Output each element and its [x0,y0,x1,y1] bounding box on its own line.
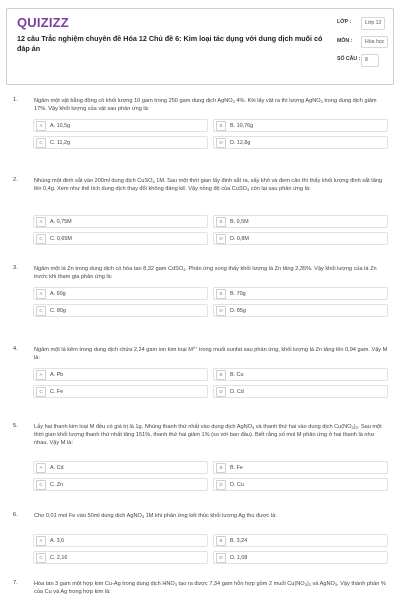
answer-option-a[interactable] [33,287,208,300]
question-number: 3. [13,265,18,271]
answer-option-d[interactable] [213,385,388,398]
worksheet-header [6,8,394,85]
option-text: C. 11,2g [50,139,70,146]
question-text: Nhúng một đinh sắt vào 200ml dung dịch CuSO$_4$ 1M. Sau một thời gian lấy đinh sắt ra, sấy khô và đem cân thì thấy khối lượng đinh sắt tăng lên 0,4g. Xem như thể tích dung dịch thay đổi không đáng kể. Vậy nồng độ của CuSO$_4$ còn lại sau phản ứng là: [34,178,383,192]
question-number: 5. [13,423,18,429]
count-label: SỐ CÂU : [337,56,361,62]
option-text: A. 10,5g [50,122,71,129]
option-text: D. 1,08 [230,554,248,561]
answer-option-b[interactable] [213,119,388,132]
answer-option-c[interactable] [33,551,208,564]
option-text: C. 80g [50,307,66,314]
option-text: A. Cd [50,464,64,471]
answer-option-b[interactable] [213,534,388,547]
answer-option-a[interactable] [33,368,208,381]
question-number: 2. [13,177,18,183]
answer-option-d[interactable] [213,304,388,317]
option-letter-badge: B [216,463,226,473]
option-letter-badge: C [36,480,46,490]
answer-option-c[interactable] [33,136,208,149]
option-letter-badge: B [216,217,226,227]
question-text: Ngâm một lá Zn trong dung dịch có hòa tan 8,32 gam CdSO$_4$. Phản ứng xong thấy khối lượng lá Zn tăng 2,35%. Vậy khối lượng của lá Zn trước khi tham gia phản ứng là: [34,266,377,280]
option-letter-badge: C [36,306,46,316]
question-number: 6. [13,512,18,518]
option-text: C. Fe [50,388,64,395]
option-letter-badge: C [36,553,46,563]
option-letter-badge: B [216,536,226,546]
option-letter-badge: B [216,121,226,131]
option-letter-badge: D [216,138,226,148]
option-text: A. 3,6 [50,537,65,544]
question-text: Hòa tan 3 gam một hợp kim Cu-Ag trong dung dịch $HNO_3$ tạo ra được 7,34 gam hỗn hợp gồm 2 muối $Cu(NO_3)_2$ và AgNO$_3$. Vậy thành phần % của Cu và Ag trong hợp kim là: [34,581,386,595]
answer-option-c[interactable] [33,478,208,491]
option-letter-badge: A [36,536,46,546]
option-text: B. 3,24 [230,537,248,544]
subject-value: Hóa học [361,36,388,49]
option-letter-badge: D [216,553,226,563]
answer-option-d[interactable] [213,478,388,491]
quizizz-logo: QUIZIZZ [17,15,69,30]
question-text: Cho 0,01 mol Fe vào 50ml dung dịch AgNO$_3$ 1M khi phản ứng kết thúc khối lượng Ag thu được là: [34,513,277,519]
option-letter-badge: A [36,463,46,473]
option-text: A. 0,75M [50,218,72,225]
option-text: B. Cu [230,371,244,378]
answer-option-a[interactable] [33,461,208,474]
option-text: D. 85g [230,307,246,314]
question-number: 7. [13,580,18,586]
count-value: 8 [361,54,379,67]
option-letter-badge: C [36,387,46,397]
option-letter-badge: D [216,234,226,244]
option-letter-badge: B [216,370,226,380]
answer-option-a[interactable] [33,534,208,547]
option-text: A. 60g [50,290,66,297]
answer-option-d[interactable] [213,232,388,245]
subject-label: MÔN : [337,37,353,44]
option-text: C. 2,16 [50,554,68,561]
answer-option-d[interactable] [213,551,388,564]
answer-option-c[interactable] [33,385,208,398]
option-letter-badge: D [216,480,226,490]
option-letter-badge: A [36,217,46,227]
option-text: C. 0,65M [50,235,72,242]
answer-option-b[interactable] [213,368,388,381]
question-number: 4. [13,346,18,352]
option-letter-badge: B [216,289,226,299]
subject-row [337,36,397,49]
answer-option-b[interactable] [213,461,388,474]
option-text: B. 10,76g [230,122,254,129]
class-value: Lớp 12 [361,17,385,30]
question-text: Ngâm một lá kẽm trong dung dịch chứa 2,24 gam ion kim loại $M^{2+}$ trong muối sunfat sau phản ứng, khối lượng lá Zn tăng lên 0,94 gam. Vậy M là: [34,345,388,361]
worksheet-title: 12 câu Trắc nghiệm chuyên đề Hóa 12 Chủ đề 6: Kim loại tác dụng với dung dịch muối có đáp án [17,34,323,53]
question-number: 1. [13,97,18,103]
question-text: Lấy hai thanh kim loại M đều có giá trị là 1g. Nhúng thanh thứ nhất vào dung dịch AgNO$_3$ và thanh thứ hai vào dung dịch $Cu(NO_3)_2$. Sau một thời gian khối lượng thanh thứ nhất tăng 151%, thanh thứ hai giảm 1% (so với ban đầu). Biết rằng số mol M phản ứng ở hai thanh là như nhau. Vậy M là: [34,424,382,446]
meta-panel [337,17,397,69]
option-text: D. Cd [230,388,244,395]
option-letter-badge: C [36,138,46,148]
answer-option-b[interactable] [213,287,388,300]
answer-option-b[interactable] [213,215,388,228]
option-letter-badge: A [36,370,46,380]
option-letter-badge: D [216,387,226,397]
option-text: A. Pb [50,371,64,378]
option-letter-badge: A [36,121,46,131]
option-text: D. 12,8g [230,139,251,146]
class-row [337,17,397,30]
answer-option-c[interactable] [33,304,208,317]
answer-option-a[interactable] [33,215,208,228]
option-letter-badge: C [36,234,46,244]
option-text: D. 0,8M [230,235,249,242]
count-row [337,54,397,67]
option-letter-badge: D [216,306,226,316]
option-letter-badge: A [36,289,46,299]
question-text: Ngâm một vật bằng đồng có khối lượng 10 gam trong 250 gam dung dịch AgNO$_3$ 4%. Khi lấy vật ra thì lượng AgNO$_3$ trong dung dịch giảm 17%. Vậy khối lượng của vật sau phản ứng là: [34,98,377,112]
answer-option-c[interactable] [33,232,208,245]
option-text: C. Zn [50,481,64,488]
answer-option-a[interactable] [33,119,208,132]
answer-option-d[interactable] [213,136,388,149]
option-text: B. 0,5M [230,218,249,225]
option-text: B. 70g [230,290,246,297]
option-text: B. Fe [230,464,243,471]
class-label: LỚP : [337,19,352,25]
option-text: D. Cu [230,481,244,488]
